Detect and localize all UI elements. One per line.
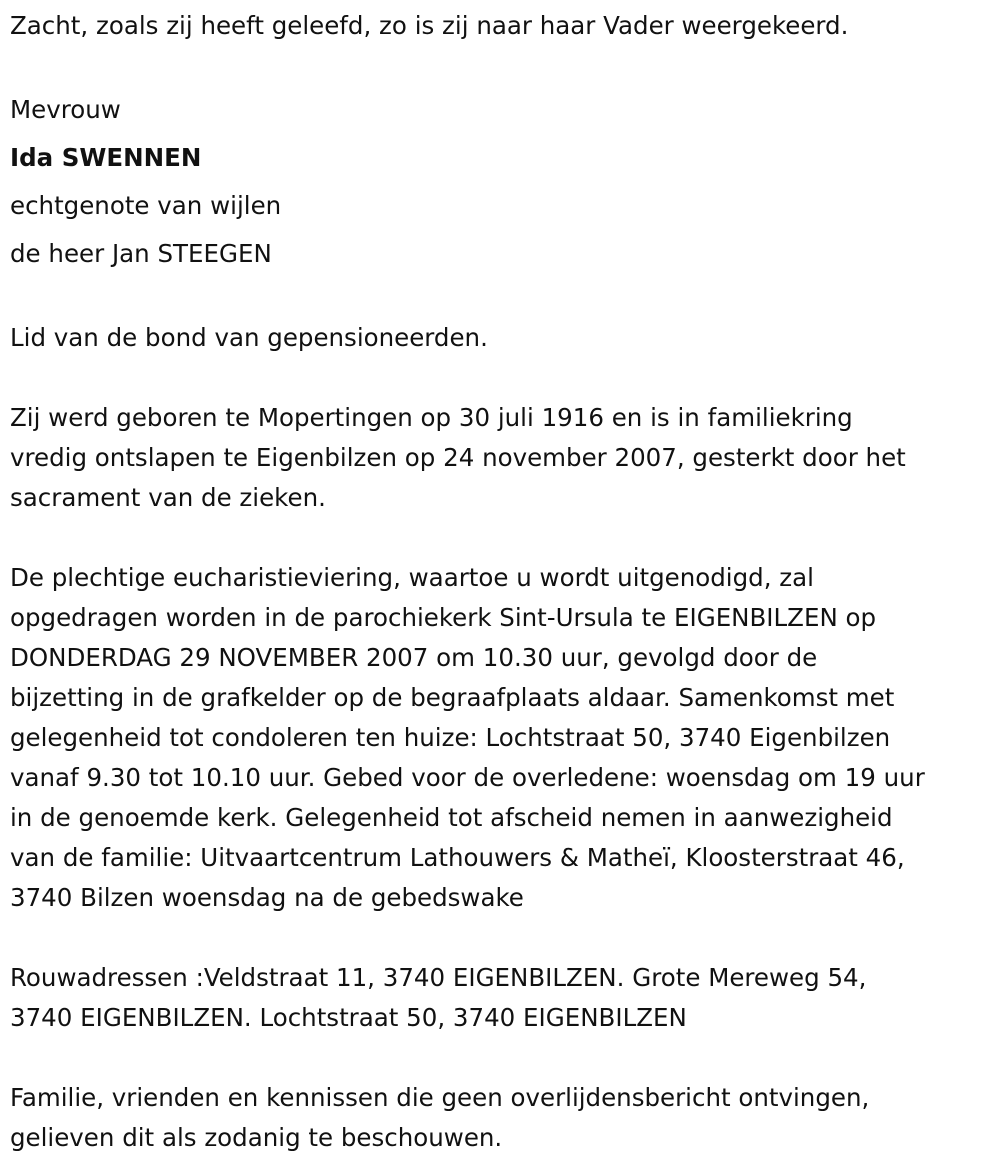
spacer: [10, 518, 995, 558]
paragraph-line: gelegenheid tot condoleren ten huize: Lochtstraat 50, 3740 Eigenbilzen: [10, 723, 891, 752]
paragraph-line: De plechtige eucharistieviering, waartoe u wordt uitgenodigd, zal: [10, 563, 814, 592]
paragraph-line: Rouwadressen :Veldstraat 11, 3740 EIGENBILZEN. Grote Mereweg 54,: [10, 963, 867, 992]
paragraph-line: sacrament van de zieken.: [10, 483, 326, 512]
paragraph-line: van de familie: Uitvaartcentrum Lathouwers & Matheï, Kloosterstraat 46,: [10, 843, 905, 872]
spacer: [10, 918, 995, 958]
membership-paragraph: [10, 318, 995, 358]
addresses-paragraph: [10, 958, 995, 1038]
spacer: [10, 358, 995, 398]
ceremony-paragraph: [10, 558, 995, 918]
spouse-line-2: de heer Jan STEEGEN: [10, 239, 272, 268]
salutation: Mevrouw: [10, 95, 121, 124]
spacer: [10, 1038, 995, 1078]
paragraph-line: 3740 EIGENBILZEN. Lochtstraat 50, 3740 EIGENBILZEN: [10, 1003, 687, 1032]
membership-line: Lid van de bond van gepensioneerden.: [10, 323, 488, 352]
intro-quote: [10, 6, 995, 46]
paragraph-line: DONDERDAG 29 NOVEMBER 2007 om 10.30 uur, gevolgd door de: [10, 643, 818, 672]
paragraph-line: opgedragen worden in de parochiekerk Sint-Ursula te EIGENBILZEN op: [10, 603, 877, 632]
paragraph-line: Familie, vrienden en kennissen die geen overlijdensbericht ontvingen,: [10, 1083, 870, 1112]
spouse-line-1: echtgenote van wijlen: [10, 191, 282, 220]
paragraph-line: bijzetting in de grafkelder op de begraafplaats aldaar. Samenkomst met: [10, 683, 895, 712]
paragraph-line: 3740 Bilzen woensdag na de gebedswake: [10, 883, 524, 912]
spacer: [10, 278, 995, 318]
intro-line: Zacht, zoals zij heeft geleefd, zo is zij naar haar Vader weergekeerd.: [10, 11, 849, 40]
deceased-block: [10, 86, 995, 278]
closing-paragraph: [10, 1078, 995, 1158]
spacer: [10, 46, 995, 86]
paragraph-line: in de genoemde kerk. Gelegenheid tot afscheid nemen in aanwezigheid: [10, 803, 893, 832]
deceased-name: Ida SWENNEN: [10, 143, 202, 172]
birth-death-paragraph: [10, 398, 995, 518]
paragraph-line: vanaf 9.30 tot 10.10 uur. Gebed voor de overledene: woensdag om 19 uur: [10, 763, 925, 792]
paragraph-line: vredig ontslapen te Eigenbilzen op 24 november 2007, gesterkt door het: [10, 443, 906, 472]
paragraph-line: Zij werd geboren te Mopertingen op 30 juli 1916 en is in familiekring: [10, 403, 853, 432]
obituary-document: [10, 6, 995, 1158]
paragraph-line: gelieven dit als zodanig te beschouwen.: [10, 1123, 503, 1152]
